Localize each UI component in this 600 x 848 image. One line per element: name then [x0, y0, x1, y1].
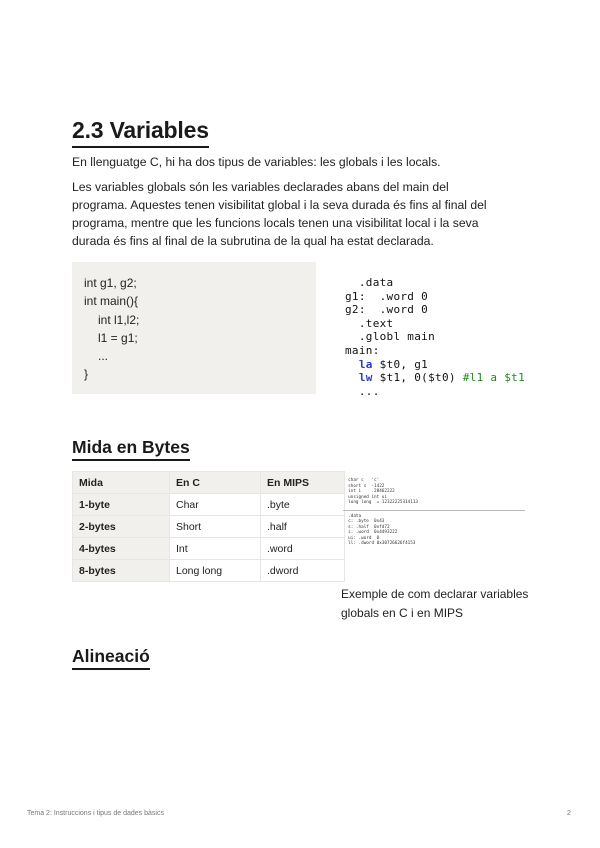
table-cell: 4-bytes: [73, 538, 170, 560]
mips-operands: $t1, 0($t0): [372, 371, 463, 385]
mips-code-line: [345, 358, 525, 372]
page-number: 2: [567, 810, 571, 817]
c-code-line: l1 = g1;: [98, 330, 138, 345]
example-caption: Exemple de com declarar variables globals en C i en MIPS: [341, 587, 529, 620]
mips-code-line: .globl main: [345, 330, 435, 344]
table-cell: .half: [261, 516, 345, 538]
table-row: [73, 516, 345, 538]
table-header: En MIPS: [261, 472, 345, 494]
c-code-line: int g1, g2;: [84, 276, 137, 290]
table-row: [73, 538, 345, 560]
table-cell: .dword: [261, 560, 345, 582]
mips-instruction: lw: [358, 371, 373, 385]
mips-code-line: .text: [345, 316, 394, 330]
table-cell: Long long: [170, 560, 261, 582]
mips-comment: #l1 a $t1: [462, 371, 526, 385]
mips-instruction: la: [358, 357, 373, 371]
section-title: 2.3 Variables: [72, 117, 209, 148]
table-cell: .byte: [261, 494, 345, 516]
table-cell: 2-bytes: [73, 516, 170, 538]
example-code-image: char c 'c' short s -1422 int i .28462222 unsigned int ui long long = 12322225314113 .data c: .byte 0x43 s: .half 0xfd72 i: .word 0x4493222 ui: .word 0 ll: .dword 0x30726626f4153: [343, 478, 525, 558]
table-cell: 8-bytes: [73, 560, 170, 582]
sizes-table: [72, 471, 345, 582]
table-cell: Char: [170, 494, 261, 516]
mips-code-line: g1: .word 0: [345, 289, 429, 303]
mips-code-block: [345, 276, 525, 398]
table-row: [73, 560, 345, 582]
intro-paragraph: En llenguatge C, hi ha dos tipus de variables: les globals i les locals.: [72, 155, 441, 169]
variables-paragraph: Les variables globals són les variables declarades abans del main del programa. Aquestes tenen visibilitat global i la seva durada és fins al final del programa, mentre que les funcions locals tenen una visibilitat local i la seva durada és fins al final de la subrutina de la qual ha estat declarada.: [72, 180, 487, 248]
table-row: [73, 494, 345, 516]
c-code-block: [72, 262, 316, 394]
mips-code-line: g2: .word 0: [345, 303, 429, 317]
mips-operands: $t0, g1: [372, 357, 429, 371]
alignment-section-title: Alineació: [72, 646, 150, 670]
mips-code-line: main:: [345, 343, 380, 357]
table-header-row: [73, 472, 345, 494]
bytes-section-title: Mida en Bytes: [72, 437, 190, 461]
mips-code-line: [345, 371, 525, 385]
c-code-line: ...: [98, 349, 109, 364]
c-code-line: int l1,l2;: [98, 312, 140, 327]
c-code-line: }: [84, 367, 89, 382]
table-header: En C: [170, 472, 261, 494]
mips-code-line: ...: [345, 384, 380, 398]
table-header: Mida: [73, 472, 170, 494]
mips-code-line: .data: [345, 276, 394, 289]
c-code-line: int main(){: [84, 294, 139, 309]
table-cell: .word: [261, 538, 345, 560]
table-cell: 1-byte: [73, 494, 170, 516]
footer-text: Tema 2: Instruccions i tipus de dades bàsics: [27, 810, 164, 817]
table-cell: Int: [170, 538, 261, 560]
table-cell: Short: [170, 516, 261, 538]
